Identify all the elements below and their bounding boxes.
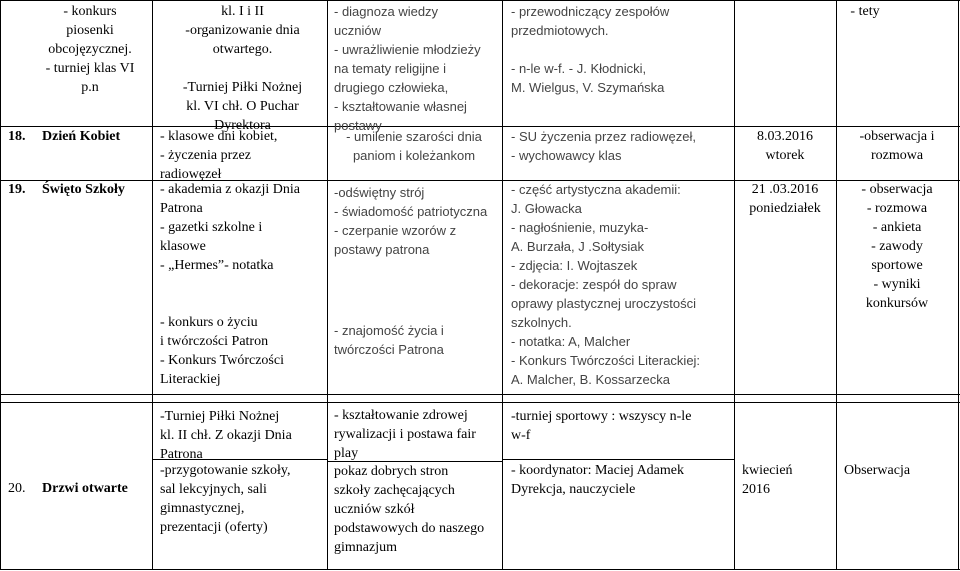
row-18-responsible-cell: - SU życzenia przez radiowęzeł, - wychowawcy klas (511, 129, 696, 163)
continued-event-cell: - konkurs piosenki obcojęzycznej. - turniej klas VI p.n (45, 4, 135, 95)
table-border-bottom (0, 569, 960, 570)
row-19-eval-cell: - obserwacja - rozmowa - ankieta - zawody sportowe - wyniki konkursów (861, 182, 933, 311)
row-20-split-responsible (502, 459, 734, 460)
col-divider-2 (327, 0, 328, 570)
row-20-forms-cell-b: -przygotowanie szkoły, sal lekcyjnych, sali gimnastycznej, prezentacji (oferty) (160, 463, 291, 535)
row-18-date-cell: 8.03.2016 wtorek (757, 129, 813, 163)
col-divider-3 (502, 0, 503, 570)
row-18-goals-cell: - umilenie szarości dnia paniom i koleżankom (346, 129, 482, 163)
row-20-date-cell: kwiecień 2016 (742, 463, 793, 497)
continued-goals-cell: - diagnoza wiedzy uczniów - uwrażliwienie młodzieży na tematy religijne i drugiego człowieka, - kształtowanie własnej postawy (334, 4, 481, 133)
row-20-forms-cell-a: -Turniej Piłki Nożnej kl. II chł. Z okazji Dnia Patrona (160, 409, 292, 462)
row-19-forms-cell: - akademia z okazji Dnia Patrona - gazetki szkolne i klasowe - „Hermes”- notatka - konkurs o życiu i twórczości Patron - Konkurs Twórczości Literackiej (160, 182, 300, 387)
continued-responsible-cell: - przewodniczący zespołów przedmiotowych. - n-le w-f. - J. Kłodnicki, M. Wielgus, V. Szymańska (511, 4, 670, 95)
row-19-goals-cell-b: - znajomość życia i twórczości Patrona (334, 323, 444, 357)
col-divider-4 (734, 0, 735, 570)
row-20-title: Drzwi otwarte (42, 481, 128, 496)
row-18-forms-cell: - klasowe dni kobiet, - życzenia przez radiowęzeł (160, 129, 278, 182)
row-19-title: Święto Szkoły (42, 182, 125, 197)
row-divider-spacer (0, 394, 960, 395)
table-border-top (0, 0, 960, 1)
row-18-title: Dzień Kobiet (42, 129, 121, 144)
row-20-goals-cell-a: - kształtowanie zdrowej rywalizacji i postawa fair play (334, 408, 476, 461)
continued-forms-cell: kl. I i II -organizowanie dnia otwartego. -Turniej Piłki Nożnej kl. VI chł. O Puchar Dyrektora (182, 4, 303, 133)
row-19-number: 19. (8, 182, 26, 197)
table-border-left (0, 0, 1, 570)
table-border-right (958, 0, 959, 570)
col-divider-1 (152, 0, 153, 570)
row-18-eval-cell: -obserwacja i rozmowa (859, 129, 935, 163)
continued-eval-cell: - tety (850, 4, 880, 19)
row-19-responsible-cell: - część artystyczna akademii: J. Głowacka - nagłośnienie, muzyka- A. Burzała, J .Sołtysiak - zdjęcia: I. Wojtaszek - dekoracje: zespół do spraw oprawy plastycznej uroczystości szkolnych. - notatka: A, Malcher - Konkurs Twórczości Literackiej: A. Malcher, B. Kossarzecka (511, 182, 701, 387)
row-20-responsible-cell-b: - koordynator: Maciej Adamek Dyrekcja, nauczyciele (511, 463, 685, 497)
row-19-goals-cell-a: -odświętny strój - świadomość patriotyczna - czerpanie wzorów z postawy patrona (334, 185, 488, 257)
col-divider-5 (836, 0, 837, 570)
row-20-number: 20. (8, 481, 26, 496)
row-20-eval-cell: Obserwacja (844, 463, 911, 478)
row-20-responsible-cell-a: -turniej sportowy : wszyscy n-le w-f (511, 409, 692, 443)
row-19-date-cell: 21 .03.2016 poniedziałek (749, 182, 821, 216)
row-divider-20 (0, 402, 960, 403)
row-20-goals-cell-b: pokaz dobrych stron szkoły zachęcających uczniów szkół podstawowych do naszego gimnazjum (334, 464, 485, 555)
row-18-number: 18. (8, 129, 26, 144)
